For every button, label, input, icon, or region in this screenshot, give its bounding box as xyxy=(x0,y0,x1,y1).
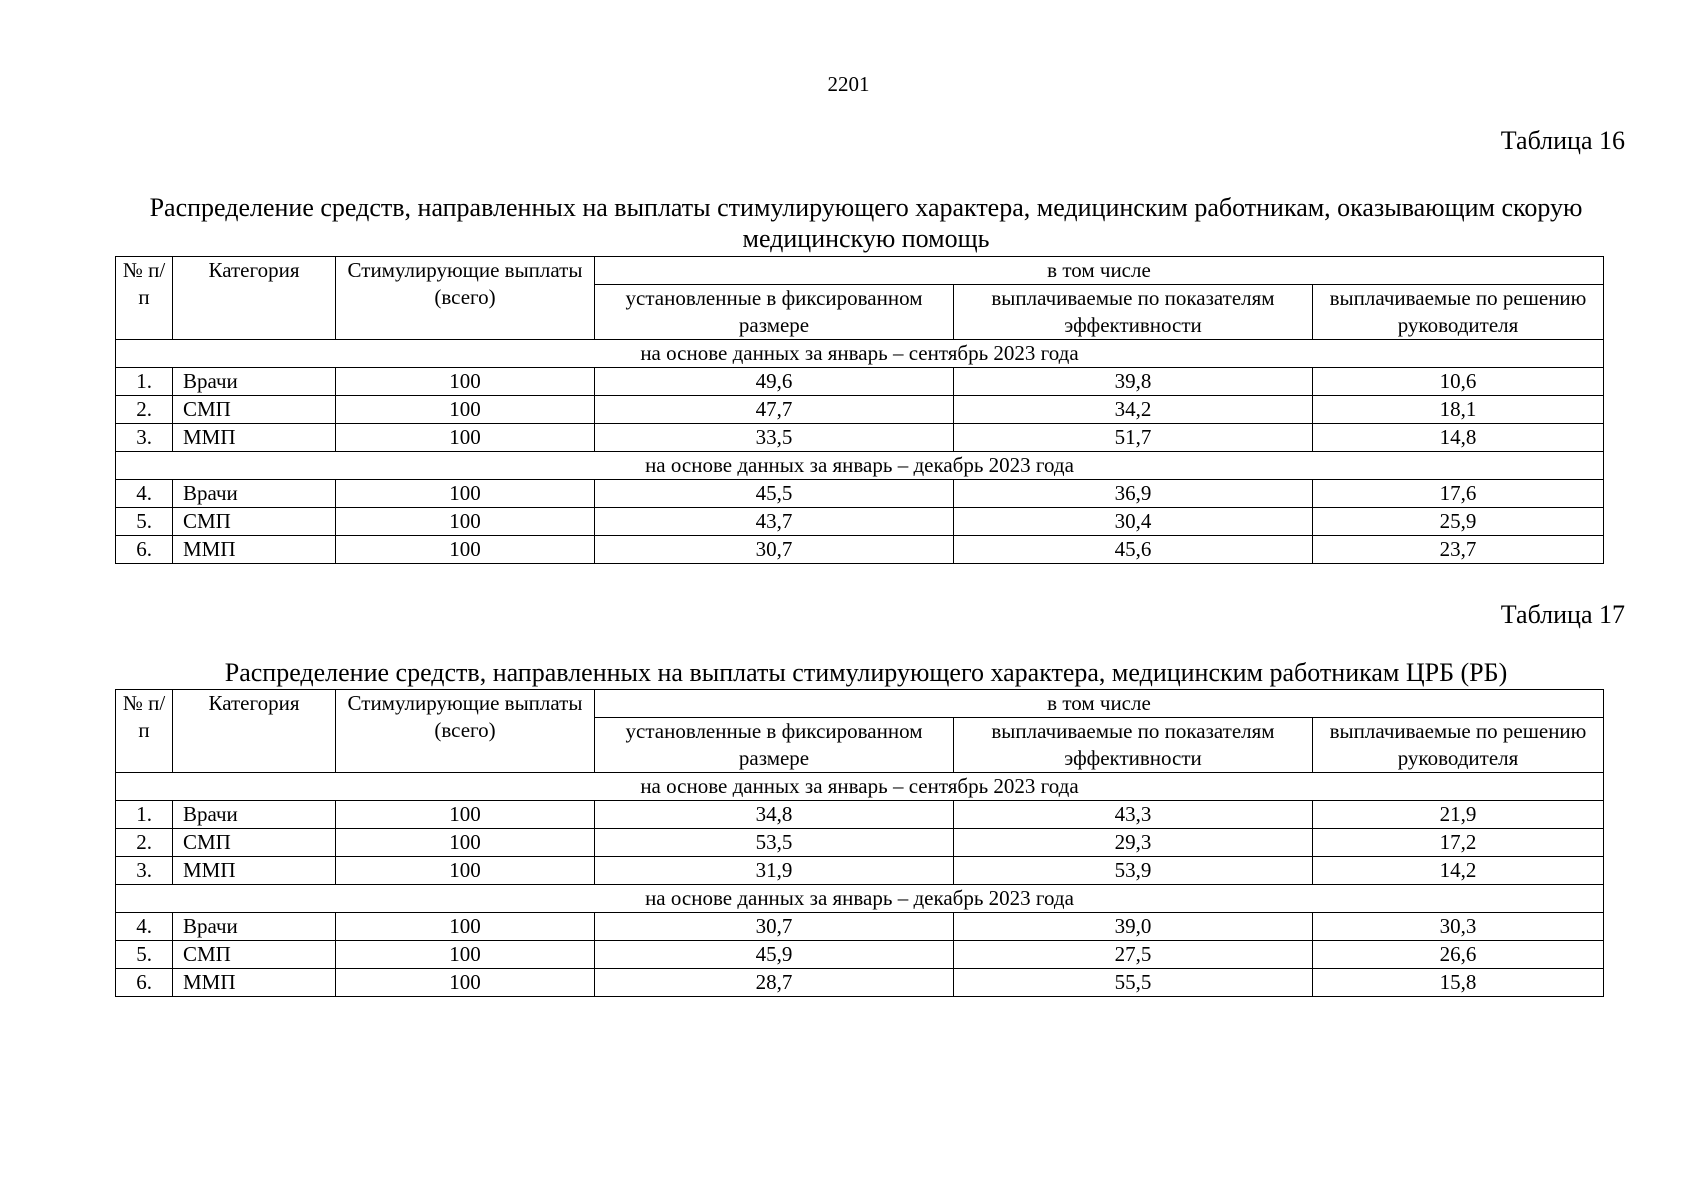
row-manager: 21,9 xyxy=(1313,801,1604,829)
row-total: 100 xyxy=(336,801,595,829)
row-category: ММП xyxy=(173,536,336,564)
section-row xyxy=(116,340,1604,368)
row-total: 100 xyxy=(336,396,595,424)
row-efficiency: 55,5 xyxy=(954,969,1313,997)
header-manager: выплачиваемые по решению руководителя xyxy=(1313,285,1604,340)
row-total: 100 xyxy=(336,480,595,508)
row-manager: 10,6 xyxy=(1313,368,1604,396)
row-num: 4. xyxy=(116,913,173,941)
page-number: 2201 xyxy=(827,72,870,96)
table-row xyxy=(116,424,1604,452)
row-category: ММП xyxy=(173,969,336,997)
row-fixed: 43,7 xyxy=(595,508,954,536)
row-manager: 23,7 xyxy=(1313,536,1604,564)
row-fixed: 33,5 xyxy=(595,424,954,452)
table-16-title: Распределение средств, направленных на выплаты стимулирующего характера, медицинским работникам, оказывающим скорую медицинскую помощь xyxy=(149,193,1583,253)
table-row xyxy=(116,913,1604,941)
row-efficiency: 36,9 xyxy=(954,480,1313,508)
row-manager: 17,2 xyxy=(1313,829,1604,857)
table-row xyxy=(116,536,1604,564)
table-row xyxy=(116,969,1604,997)
row-total: 100 xyxy=(336,969,595,997)
row-num: 2. xyxy=(116,829,173,857)
section-label: на основе данных за январь – декабрь 2023 года xyxy=(116,452,1604,480)
row-fixed: 28,7 xyxy=(595,969,954,997)
section-label: на основе данных за январь – декабрь 2023 года xyxy=(116,885,1604,913)
row-category: Врачи xyxy=(173,913,336,941)
row-fixed: 34,8 xyxy=(595,801,954,829)
table-row xyxy=(116,480,1604,508)
row-num: 6. xyxy=(116,969,173,997)
header-row xyxy=(116,257,1604,285)
row-fixed: 45,5 xyxy=(595,480,954,508)
table-17-title: Распределение средств, направленных на выплаты стимулирующего характера, медицинским работникам ЦРБ (РБ) xyxy=(224,658,1508,687)
row-num: 1. xyxy=(116,368,173,396)
row-efficiency: 45,6 xyxy=(954,536,1313,564)
row-efficiency: 34,2 xyxy=(954,396,1313,424)
row-num: 1. xyxy=(116,801,173,829)
section-row xyxy=(116,452,1604,480)
table-row xyxy=(116,829,1604,857)
table-16 xyxy=(115,256,1604,564)
table-row xyxy=(116,396,1604,424)
row-category: СМП xyxy=(173,829,336,857)
table-row xyxy=(116,801,1604,829)
header-manager: выплачиваемые по решению руководителя xyxy=(1313,718,1604,773)
header-fixed: установленные в фиксированном размере xyxy=(595,718,954,773)
row-num: 3. xyxy=(116,424,173,452)
row-manager: 25,9 xyxy=(1313,508,1604,536)
row-efficiency: 29,3 xyxy=(954,829,1313,857)
header-total: Стимулирующие выплаты (всего) xyxy=(336,690,595,773)
row-efficiency: 53,9 xyxy=(954,857,1313,885)
table-17 xyxy=(115,689,1604,997)
section-label: на основе данных за январь – сентябрь 2023 года xyxy=(116,773,1604,801)
header-including: в том числе xyxy=(595,690,1604,718)
row-manager: 18,1 xyxy=(1313,396,1604,424)
row-total: 100 xyxy=(336,829,595,857)
header-num: № п/п xyxy=(116,690,173,773)
row-efficiency: 30,4 xyxy=(954,508,1313,536)
row-category: Врачи xyxy=(173,480,336,508)
row-num: 5. xyxy=(116,941,173,969)
row-category: ММП xyxy=(173,424,336,452)
table-row xyxy=(116,941,1604,969)
section-label: на основе данных за январь – сентябрь 2023 года xyxy=(116,340,1604,368)
row-fixed: 49,6 xyxy=(595,368,954,396)
row-category: ММП xyxy=(173,857,336,885)
row-total: 100 xyxy=(336,536,595,564)
header-row xyxy=(116,690,1604,718)
row-efficiency: 27,5 xyxy=(954,941,1313,969)
row-fixed: 30,7 xyxy=(595,913,954,941)
table-row xyxy=(116,368,1604,396)
header-fixed: установленные в фиксированном размере xyxy=(595,285,954,340)
row-manager: 15,8 xyxy=(1313,969,1604,997)
row-fixed: 30,7 xyxy=(595,536,954,564)
row-total: 100 xyxy=(336,368,595,396)
header-efficiency: выплачиваемые по показателям эффективности xyxy=(954,718,1313,773)
row-total: 100 xyxy=(336,508,595,536)
row-manager: 26,6 xyxy=(1313,941,1604,969)
header-num: № п/п xyxy=(116,257,173,340)
table-row xyxy=(116,508,1604,536)
row-num: 2. xyxy=(116,396,173,424)
section-row xyxy=(116,773,1604,801)
row-num: 6. xyxy=(116,536,173,564)
section-row xyxy=(116,885,1604,913)
row-category: СМП xyxy=(173,396,336,424)
table-16-label: Таблица 16 xyxy=(1500,126,1625,155)
row-num: 4. xyxy=(116,480,173,508)
row-manager: 14,8 xyxy=(1313,424,1604,452)
row-num: 3. xyxy=(116,857,173,885)
row-total: 100 xyxy=(336,857,595,885)
header-category: Категория xyxy=(173,690,336,773)
row-efficiency: 39,0 xyxy=(954,913,1313,941)
row-manager: 17,6 xyxy=(1313,480,1604,508)
header-total: Стимулирующие выплаты (всего) xyxy=(336,257,595,340)
row-total: 100 xyxy=(336,941,595,969)
header-including: в том числе xyxy=(595,257,1604,285)
row-manager: 30,3 xyxy=(1313,913,1604,941)
table-row xyxy=(116,857,1604,885)
row-fixed: 45,9 xyxy=(595,941,954,969)
row-fixed: 47,7 xyxy=(595,396,954,424)
row-fixed: 31,9 xyxy=(595,857,954,885)
row-fixed: 53,5 xyxy=(595,829,954,857)
row-category: СМП xyxy=(173,508,336,536)
header-category: Категория xyxy=(173,257,336,340)
row-efficiency: 43,3 xyxy=(954,801,1313,829)
row-manager: 14,2 xyxy=(1313,857,1604,885)
row-total: 100 xyxy=(336,424,595,452)
row-efficiency: 51,7 xyxy=(954,424,1313,452)
row-category: СМП xyxy=(173,941,336,969)
table-17-label: Таблица 17 xyxy=(1500,600,1625,629)
row-category: Врачи xyxy=(173,368,336,396)
header-efficiency: выплачиваемые по показателям эффективности xyxy=(954,285,1313,340)
row-num: 5. xyxy=(116,508,173,536)
row-category: Врачи xyxy=(173,801,336,829)
row-efficiency: 39,8 xyxy=(954,368,1313,396)
row-total: 100 xyxy=(336,913,595,941)
